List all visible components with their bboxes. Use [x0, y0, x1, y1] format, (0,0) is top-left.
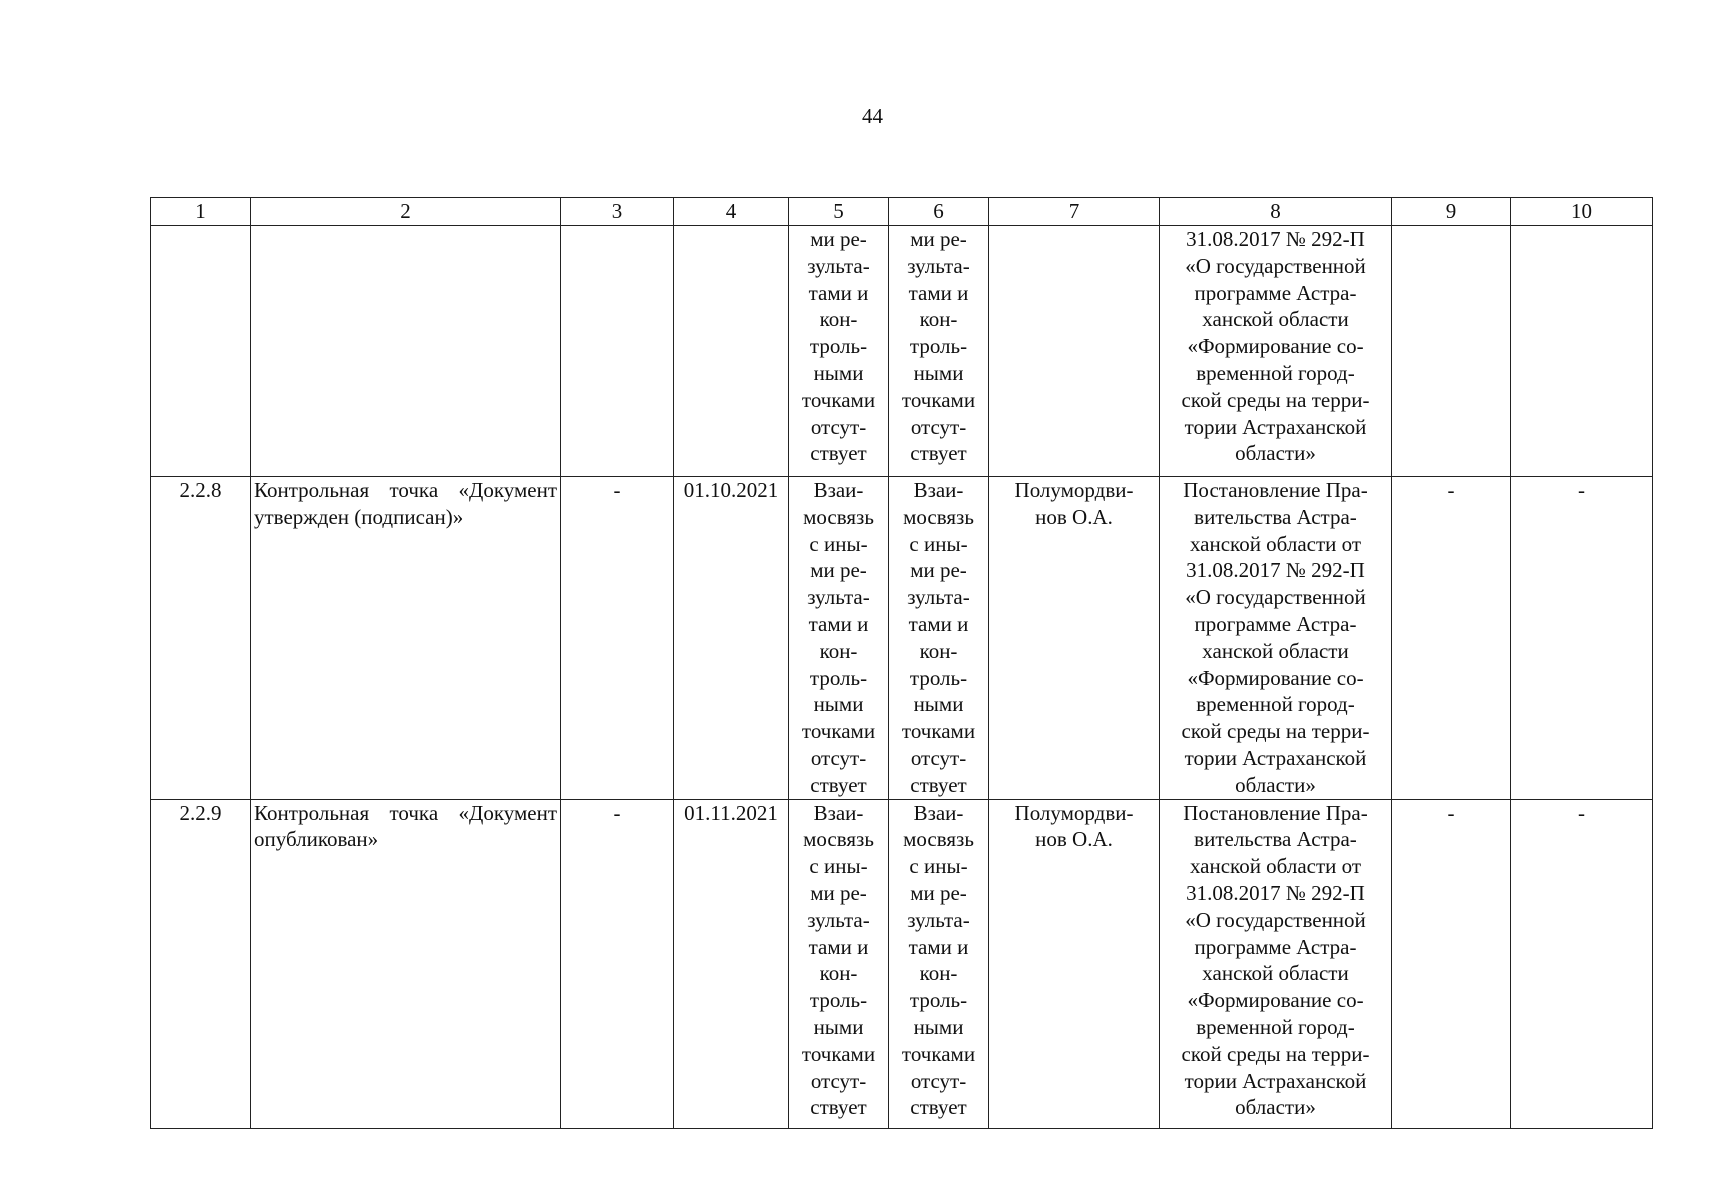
col5-cell-line: отсут- — [810, 1068, 867, 1093]
control-points-table — [150, 197, 1653, 1129]
column-header: 5 — [789, 198, 889, 226]
col6-cell-line: тами и — [908, 934, 969, 959]
row-number-cell — [151, 226, 251, 477]
document-cell-line: временной город- — [1196, 360, 1355, 385]
col6-cell-line: Взаи- — [913, 478, 964, 502]
table-body — [151, 226, 1653, 1129]
col5-cell-line: ными — [813, 1014, 864, 1039]
responsible-cell-line: Полумордви- — [1014, 478, 1134, 502]
document-cell-line: ханской области — [1202, 307, 1349, 332]
col5-cell-line: точками — [801, 719, 876, 744]
document-cell-line: программе Астра- — [1194, 611, 1357, 636]
document-cell-line: программе Астра- — [1194, 280, 1357, 305]
col5-cell-line: ми ре- — [810, 227, 867, 251]
col6-cell-line: Взаи- — [913, 800, 964, 825]
col6-cell-line: ными — [913, 360, 964, 385]
document-cell-line: «О государственной — [1185, 585, 1366, 610]
col5-cell-line: Взаи- — [813, 478, 864, 502]
document-cell-line: «Формирование со- — [1187, 334, 1364, 359]
col5-cell-line: с ины- — [809, 854, 868, 879]
col3-cell: - — [561, 799, 674, 1128]
col6-cell-line: ми ре- — [910, 880, 967, 905]
col6-cell-line: отсут- — [910, 1068, 967, 1093]
col6-cell — [889, 477, 989, 800]
col5-cell-line: точками — [801, 387, 876, 412]
col5-cell-line: точками — [801, 1041, 876, 1066]
col6-cell-line: троль- — [909, 665, 968, 690]
document-cell-line: области» — [1235, 1095, 1316, 1120]
col6-cell-line: троль- — [909, 334, 968, 359]
col6-cell-line: точками — [901, 387, 976, 412]
column-header: 3 — [561, 198, 674, 226]
document-cell-line: ханской области от — [1189, 531, 1362, 556]
column-header: 8 — [1160, 198, 1392, 226]
col10-cell — [1511, 226, 1653, 477]
document-cell-line: тории Астраханской — [1184, 1068, 1367, 1093]
event-name-cell: Контрольная точка «Документ опубликован» — [251, 799, 561, 1128]
responsible-cell — [989, 477, 1160, 800]
column-header: 9 — [1392, 198, 1511, 226]
page-number: 44 — [862, 104, 883, 128]
col5-cell — [789, 799, 889, 1128]
col5-cell-line: ми ре- — [810, 880, 867, 905]
document-cell-line: ской среды на терри- — [1181, 1041, 1370, 1066]
col5-cell-line: ствует — [810, 772, 867, 797]
col10-cell: - — [1511, 477, 1653, 800]
date-cell: 01.10.2021 — [674, 477, 789, 800]
date-cell: 01.11.2021 — [674, 799, 789, 1128]
col6-cell-line: точками — [901, 1041, 976, 1066]
column-header: 7 — [989, 198, 1160, 226]
column-header: 2 — [251, 198, 561, 226]
col5-cell-line: кон- — [819, 307, 858, 332]
col6-cell-line: троль- — [909, 988, 968, 1013]
document-cell-line: программе Астра- — [1194, 934, 1357, 959]
responsible-cell-line: нов О.А. — [1035, 827, 1113, 852]
col5-cell-line: кон- — [819, 961, 858, 986]
col3-cell: - — [561, 477, 674, 800]
col6-cell-line: ми ре- — [910, 558, 967, 583]
col5-cell-line: кон- — [819, 638, 858, 663]
col5-cell-line: ными — [813, 360, 864, 385]
col6-cell-line: зульта- — [907, 907, 970, 932]
col3-cell — [561, 226, 674, 477]
document-cell-line: Постановление Пра- — [1183, 478, 1368, 502]
document-cell-line: вительства Астра- — [1194, 827, 1357, 852]
col9-cell: - — [1392, 477, 1511, 800]
col6-cell-line: с ины- — [909, 854, 968, 879]
col5-cell — [789, 477, 889, 800]
document-cell-line: ской среды на терри- — [1181, 719, 1370, 744]
col6-cell-line: тами и — [908, 280, 969, 305]
col6-cell-line: зульта- — [907, 253, 970, 278]
column-header: 4 — [674, 198, 789, 226]
col5-cell-line: с ины- — [809, 531, 868, 556]
col5-cell-line: троль- — [809, 665, 868, 690]
col6-cell-line: кон- — [919, 307, 958, 332]
document-cell-line: «О государственной — [1185, 907, 1366, 932]
col6-cell-line: ными — [913, 1014, 964, 1039]
col5-cell-line: тами и — [808, 934, 869, 959]
responsible-cell-line: Полумордви- — [1014, 800, 1134, 825]
document-cell-line: «О государственной — [1185, 253, 1366, 278]
col6-cell-line: мосвязь — [903, 827, 974, 852]
col5-cell-line: троль- — [809, 334, 868, 359]
col6-cell — [889, 226, 989, 477]
col5-cell-line: зульта- — [807, 585, 870, 610]
table-row — [151, 799, 1653, 1128]
col5-cell-line: зульта- — [807, 907, 870, 932]
responsible-cell — [989, 226, 1160, 477]
document-cell-line: области» — [1235, 441, 1316, 466]
responsible-cell — [989, 799, 1160, 1128]
document-cell-line: временной город- — [1196, 692, 1355, 717]
col6-cell-line: кон- — [919, 961, 958, 986]
col5-cell-line: отсут- — [810, 414, 867, 439]
col6-cell-line: тами и — [908, 611, 969, 636]
col6-cell-line: мосвязь — [903, 504, 974, 529]
column-header: 1 — [151, 198, 251, 226]
document-cell-line: временной город- — [1196, 1014, 1355, 1039]
col9-cell — [1392, 226, 1511, 477]
col5-cell-line: отсут- — [810, 745, 867, 770]
date-cell — [674, 226, 789, 477]
table-row — [151, 226, 1653, 477]
col5-cell-line: ствует — [810, 441, 867, 466]
col5-cell-line: тами и — [808, 611, 869, 636]
col5-cell — [789, 226, 889, 477]
col5-cell-line: ными — [813, 692, 864, 717]
col10-cell: - — [1511, 799, 1653, 1128]
document-cell-line: тории Астраханской — [1184, 414, 1367, 439]
col5-cell-line: Взаи- — [813, 800, 864, 825]
document-cell-line: вительства Астра- — [1194, 504, 1357, 529]
col5-cell-line: троль- — [809, 988, 868, 1013]
col6-cell-line: ми ре- — [910, 227, 967, 251]
document-cell — [1160, 226, 1392, 477]
document-cell-line: области» — [1235, 772, 1316, 797]
document-cell-line: 31.08.2017 № 292-П — [1186, 227, 1365, 251]
col5-cell-line: мосвязь — [803, 504, 874, 529]
column-header: 10 — [1511, 198, 1653, 226]
document-cell-line: 31.08.2017 № 292-П — [1186, 558, 1365, 583]
document-cell-line: ской среды на терри- — [1181, 387, 1370, 412]
col6-cell-line: отсут- — [910, 745, 967, 770]
document-cell-line: тории Астраханской — [1184, 745, 1367, 770]
col5-cell-line: тами и — [808, 280, 869, 305]
col6-cell-line: зульта- — [907, 585, 970, 610]
document-cell-line: 31.08.2017 № 292-П — [1186, 880, 1365, 905]
document-cell-line: Постановление Пра- — [1183, 800, 1368, 825]
col6-cell-line: точками — [901, 719, 976, 744]
col6-cell-line: ствует — [910, 1095, 967, 1120]
event-name-cell — [251, 226, 561, 477]
document-cell — [1160, 477, 1392, 800]
event-name-cell: Контрольная точка «Документ утвержден (подписан)» — [251, 477, 561, 800]
responsible-cell-line: нов О.А. — [1035, 504, 1113, 529]
col9-cell: - — [1392, 799, 1511, 1128]
column-header: 6 — [889, 198, 989, 226]
col5-cell-line: ми ре- — [810, 558, 867, 583]
column-number-row — [151, 198, 1653, 226]
col6-cell-line: ствует — [910, 441, 967, 466]
document-cell-line: ханской области — [1202, 961, 1349, 986]
col6-cell-line: с ины- — [909, 531, 968, 556]
document-cell-line: «Формирование со- — [1187, 665, 1364, 690]
document-cell-line: ханской области — [1202, 638, 1349, 663]
col6-cell-line: кон- — [919, 638, 958, 663]
col6-cell-line: ствует — [910, 772, 967, 797]
row-number-cell: 2.2.8 — [151, 477, 251, 800]
col5-cell-line: зульта- — [807, 253, 870, 278]
table-row — [151, 477, 1653, 800]
row-number-cell: 2.2.9 — [151, 799, 251, 1128]
document-cell — [1160, 799, 1392, 1128]
col5-cell-line: мосвязь — [803, 827, 874, 852]
col6-cell-line: отсут- — [910, 414, 967, 439]
col6-cell-line: ными — [913, 692, 964, 717]
document-cell-line: ханской области от — [1189, 854, 1362, 879]
document-cell-line: «Формирование со- — [1187, 988, 1364, 1013]
col5-cell-line: ствует — [810, 1095, 867, 1120]
col6-cell — [889, 799, 989, 1128]
